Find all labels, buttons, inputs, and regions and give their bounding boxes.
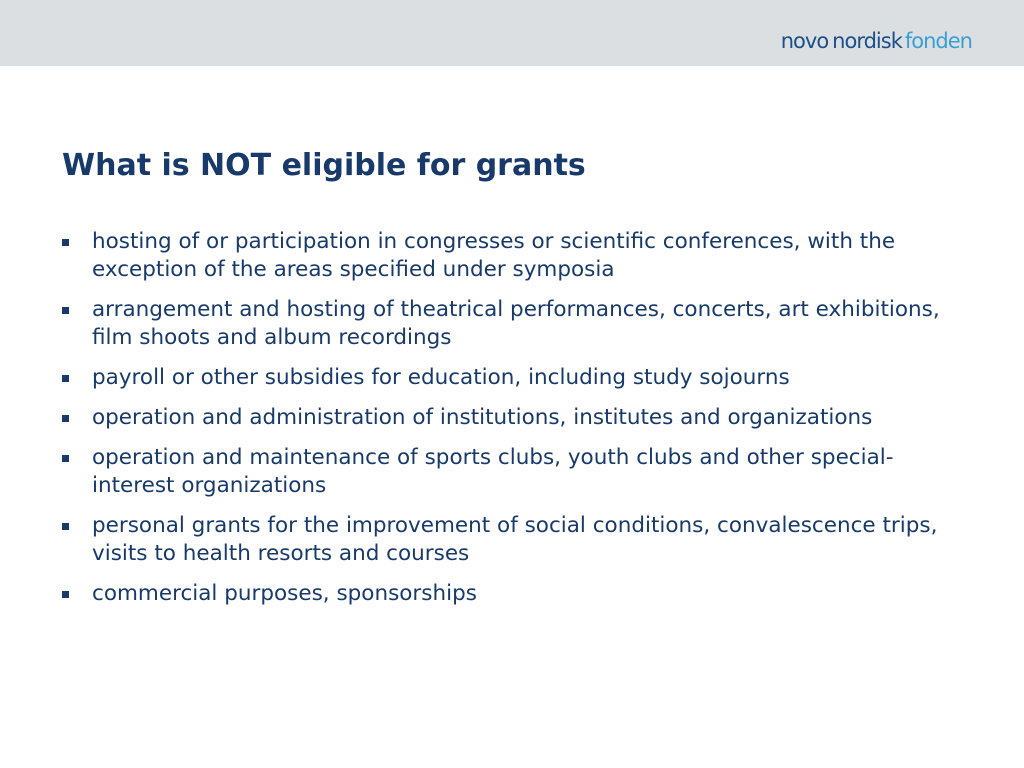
bullet-item	[62, 364, 962, 392]
square-bullet-icon	[62, 415, 69, 422]
bullet-item	[62, 444, 962, 500]
logo-text-fonden: fonden	[904, 29, 972, 53]
bullet-text: arrangement and hosting of theatrical performances, concerts, art exhibitions, film shoots and album recordings	[92, 297, 940, 350]
bullet-item	[62, 296, 962, 352]
square-bullet-icon	[62, 591, 69, 598]
bullet-text: hosting of or participation in congresses or scientific conferences, with the exception of the areas specified under symposia	[92, 229, 896, 282]
bullet-text: operation and administration of institutions, institutes and organizations	[92, 405, 873, 430]
square-bullet-icon	[62, 455, 69, 462]
bullet-text: payroll or other subsidies for education, including study sojourns	[92, 365, 790, 390]
bullet-item	[62, 228, 962, 284]
bullet-text: personal grants for the improvement of social conditions, convalescence trips, visits to health resorts and courses	[92, 513, 938, 566]
square-bullet-icon	[62, 375, 69, 382]
bullet-text: operation and maintenance of sports clubs, youth clubs and other special-interest organizations	[92, 445, 894, 498]
bullet-list	[62, 228, 962, 620]
logo-text-nordisk: nordisk	[832, 29, 902, 53]
bullet-text: commercial purposes, sponsorships	[92, 581, 477, 606]
bullet-item	[62, 580, 962, 608]
bullet-item	[62, 512, 962, 568]
logo-text-novo: novo	[780, 29, 829, 53]
square-bullet-icon	[62, 239, 69, 246]
header-band	[0, 0, 1024, 66]
square-bullet-icon	[62, 307, 69, 314]
novo-nordisk-fonden-logo	[781, 26, 972, 56]
slide-title: What is NOT eligible for grants	[62, 148, 586, 183]
square-bullet-icon	[62, 523, 69, 530]
bullet-item	[62, 404, 962, 432]
